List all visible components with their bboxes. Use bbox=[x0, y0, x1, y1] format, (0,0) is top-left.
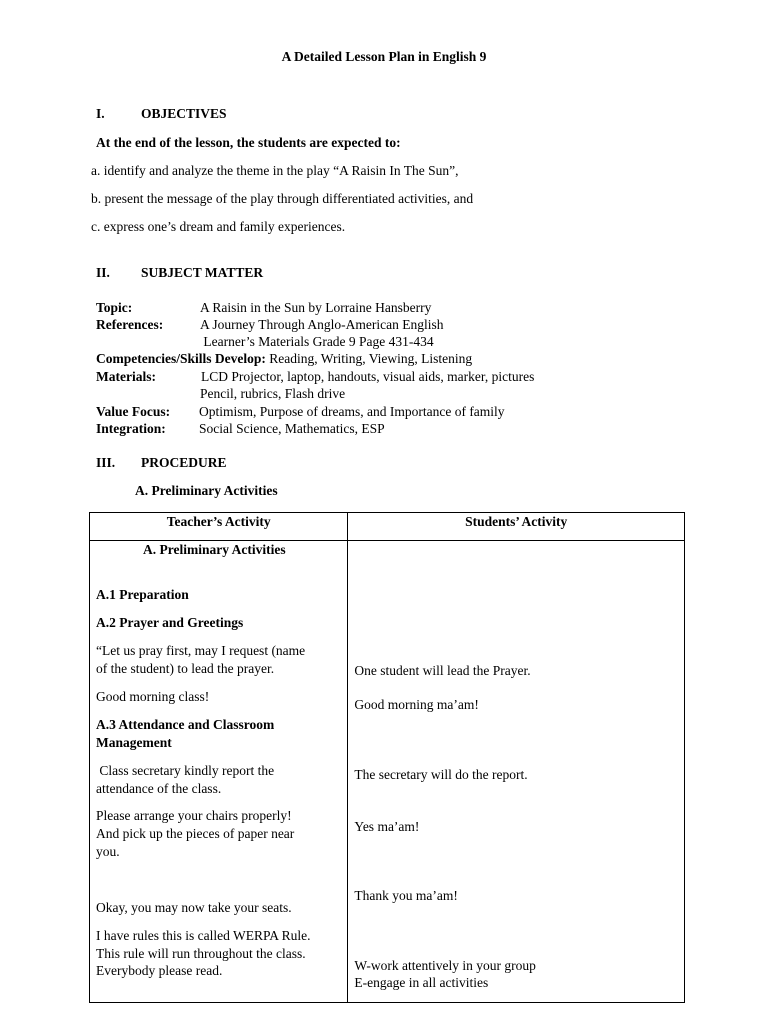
attendance-heading-cont: Management bbox=[96, 735, 172, 750]
subject-matter-number: II. bbox=[96, 265, 110, 280]
procedure-heading: PROCEDURE bbox=[141, 455, 227, 470]
teacher-line: Everybody please read. bbox=[96, 963, 223, 978]
procedure-number: III. bbox=[96, 455, 116, 470]
competencies-value: Reading, Writing, Viewing, Listening bbox=[265, 351, 473, 366]
attendance-heading: A.3 Attendance and Classroom bbox=[96, 717, 275, 732]
teacher-line: Please arrange your chairs properly! bbox=[96, 808, 292, 823]
teacher-line: And pick up the pieces of paper near bbox=[96, 826, 295, 841]
student-line: W-work attentively in your group bbox=[354, 958, 536, 973]
objective-item: b. present the message of the play through differentiated activities, and bbox=[91, 191, 474, 206]
subject-matter-heading: SUBJECT MATTER bbox=[141, 265, 264, 280]
objectives-heading: OBJECTIVES bbox=[141, 106, 227, 121]
competencies-line bbox=[96, 351, 472, 367]
preparation-heading: A.1 Preparation bbox=[96, 587, 189, 602]
teacher-line: Class secretary kindly report the bbox=[96, 763, 275, 778]
students-activity-header: Students’ Activity bbox=[348, 513, 685, 541]
student-line: One student will lead the Prayer. bbox=[354, 663, 531, 678]
references-label: References: bbox=[96, 317, 164, 332]
topic-label: Topic: bbox=[96, 300, 133, 315]
value-focus-label: Value Focus: bbox=[96, 404, 171, 419]
objectives-number: I. bbox=[96, 106, 105, 121]
integration-value: Social Science, Mathematics, ESP bbox=[199, 421, 385, 436]
section-heading: A. Preliminary Activities bbox=[143, 542, 286, 557]
materials-value: LCD Projector, laptop, handouts, visual aids, marker, pictures bbox=[201, 369, 535, 384]
students-activity-cell bbox=[348, 541, 685, 1003]
student-line: The secretary will do the report. bbox=[354, 767, 528, 782]
objective-item: a. identify and analyze the theme in the play “A Raisin In The Sun”, bbox=[91, 163, 459, 178]
objectives-intro: At the end of the lesson, the students are expected to: bbox=[96, 135, 401, 150]
references-value: A Journey Through Anglo-American English bbox=[200, 317, 444, 332]
prayer-greetings-heading: A.2 Prayer and Greetings bbox=[96, 615, 244, 630]
materials-value-cont: Pencil, rubrics, Flash drive bbox=[200, 386, 346, 401]
document-title: A Detailed Lesson Plan in English 9 bbox=[281, 49, 487, 64]
teacher-activity-cell bbox=[90, 541, 348, 1003]
procedure-table bbox=[89, 512, 685, 1003]
teacher-line: of the student) to lead the prayer. bbox=[96, 661, 275, 676]
teacher-line: I have rules this is called WERPA Rule. bbox=[96, 928, 311, 943]
teacher-line: “Let us pray first, may I request (name bbox=[96, 643, 306, 658]
student-line: Thank you ma’am! bbox=[354, 888, 458, 903]
teacher-activity-header: Teacher’s Activity bbox=[90, 513, 348, 541]
topic-value: A Raisin in the Sun by Lorraine Hansberry bbox=[200, 300, 432, 315]
value-focus-value: Optimism, Purpose of dreams, and Importance of family bbox=[199, 404, 505, 419]
materials-label: Materials: bbox=[96, 369, 156, 384]
integration-label: Integration: bbox=[96, 421, 166, 436]
student-line: Yes ma’am! bbox=[354, 819, 420, 834]
teacher-line: you. bbox=[96, 844, 120, 859]
teacher-line: Good morning class! bbox=[96, 689, 210, 704]
competencies-label: Competencies/Skills Develop: bbox=[96, 351, 266, 366]
teacher-line: This rule will run throughout the class. bbox=[96, 946, 306, 961]
student-line: E-engage in all activities bbox=[354, 975, 489, 990]
teacher-line: Okay, you may now take your seats. bbox=[96, 900, 292, 915]
table-row bbox=[90, 541, 685, 1003]
student-line: Good morning ma’am! bbox=[354, 697, 479, 712]
preliminary-activities-heading: A. Preliminary Activities bbox=[135, 483, 278, 498]
references-value-cont: Learner’s Materials Grade 9 Page 431-434 bbox=[200, 334, 434, 349]
teacher-line: attendance of the class. bbox=[96, 781, 222, 796]
table-header-row bbox=[90, 513, 685, 541]
objective-item: c. express one’s dream and family experiences. bbox=[91, 219, 346, 234]
